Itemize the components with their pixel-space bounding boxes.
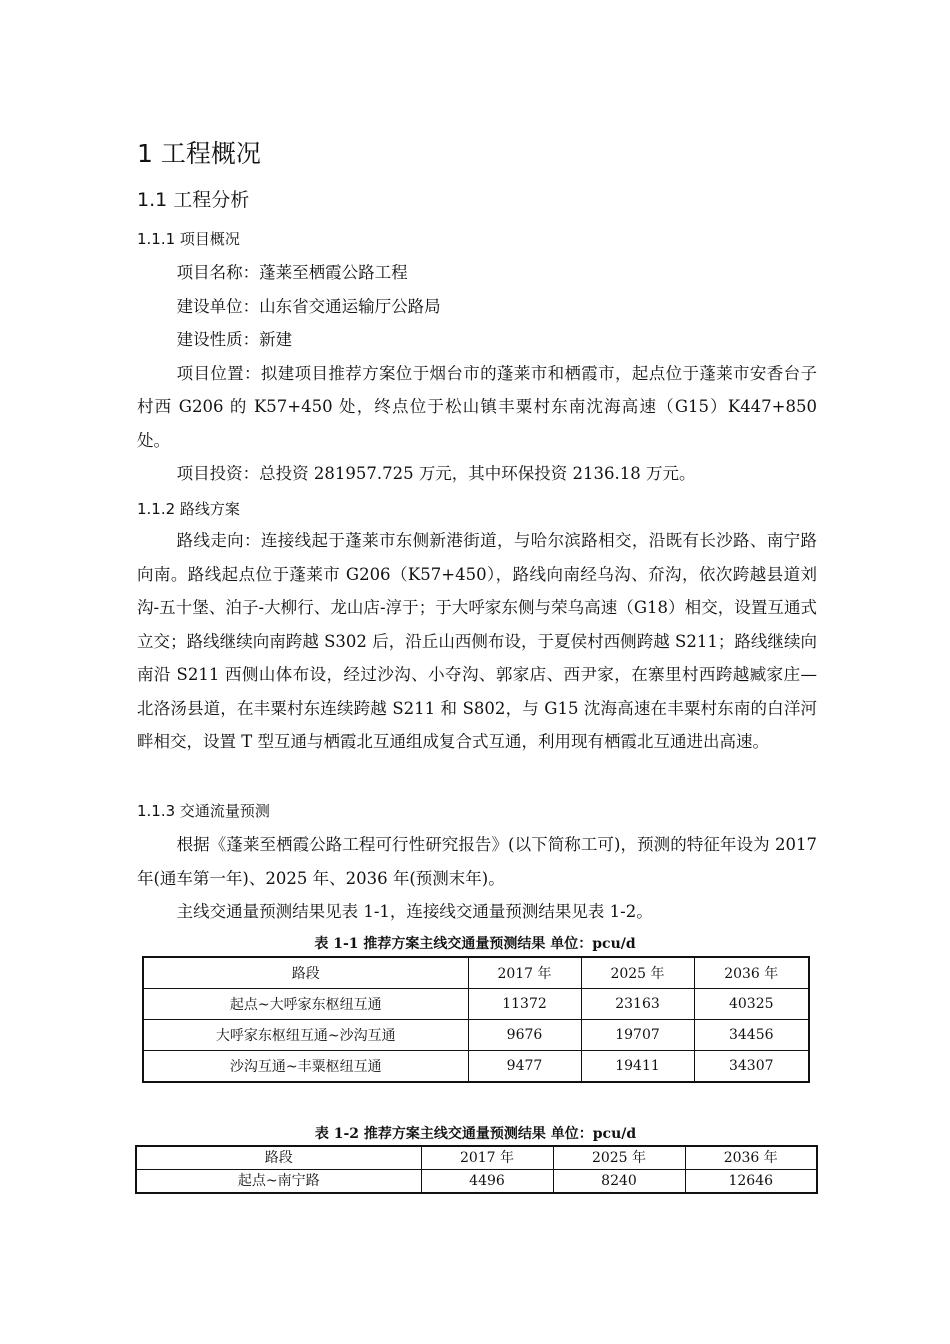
traffic-table-2 [135,1145,818,1194]
table-cell: 34456 [694,1020,809,1051]
table-row [143,1051,809,1083]
table-cell: 19707 [581,1020,694,1051]
table-header-row [136,1146,817,1170]
project-name: 项目名称：蓬莱至栖霞公路工程 [176,263,408,282]
header-cell: 2036 年 [685,1146,817,1170]
header-cell: 2017 年 [468,957,581,989]
traffic-paragraph-1: 根据《蓬莱至栖霞公路工程可行性研究报告》(以下简称工可)，预测的特征年设为 2017 年(通车第一年)、2025 年、2036 年(预测末年)。 [137,835,817,888]
header-cell: 路段 [143,957,468,989]
subsection-heading-overview: 1.1.1 项目概况 [137,230,240,248]
subsection-heading-traffic: 1.1.3 交通流量预测 [137,802,270,820]
subsection-heading-route: 1.1.2 路线方案 [137,500,240,518]
table-cell: 8240 [553,1170,685,1194]
table-cell: 9676 [468,1020,581,1051]
table-cell: 34307 [694,1051,809,1083]
table-cell: 9477 [468,1051,581,1083]
header-cell: 路段 [136,1146,421,1170]
table-1-caption: 表 1-1 推荐方案主线交通量预测结果 单位：pcu/d [314,936,636,952]
construction-nature: 建设性质：新建 [176,330,293,349]
table-cell: 19411 [581,1051,694,1083]
header-cell: 2025 年 [581,957,694,989]
table-cell: 沙沟互通~丰粟枢纽互通 [143,1051,468,1083]
table-cell: 大呼家东枢纽互通~沙沟互通 [143,1020,468,1051]
route-paragraph: 路线走向：连接线起于蓬莱市东侧新港街道，与哈尔滨路相交，沿既有长沙路、南宁路向南。路线起点位于蓬莱市 G206（K57+450），路线向南经乌沟、夼沟，依次跨越县道刘沟-五十堡、泊子-大柳行、龙山店-淳于；于大呼家东侧与荣乌高速（G18）相交，设置互通式立交；路线继续向南跨越 S302 后，沿丘山西侧布设，于夏侯村西侧跨越 S211；路线继续向南沿 S211 西侧山体布设，经过沙沟、小夺沟、郭家店、西尹家，在寨里村西跨越臧家庄—北洛汤县道，在丰粟村东连续跨越 S211 和 S802，与 G15 沈海高速在丰粟村东南的白洋河畔相交，设置 T 型互通与栖霞北互通组成复合式互通，利用现有栖霞北互通进出高速。 [137,531,817,751]
traffic-table-1 [142,956,810,1083]
table-header-row [143,957,809,989]
overview-block [137,256,817,491]
header-cell: 2036 年 [694,957,809,989]
table-row [136,1170,817,1194]
section-heading: 1.1 工程分析 [137,189,250,211]
construction-unit: 建设单位：山东省交通运输厅公路局 [176,296,441,316]
chapter-heading: 1 工程概况 [137,139,261,168]
table-cell: 起点~大呼家东枢纽互通 [143,989,468,1020]
header-cell: 2025 年 [553,1146,685,1170]
table-row [143,989,809,1020]
table-cell: 40325 [694,989,809,1020]
table-row [143,1020,809,1051]
table-2-caption: 表 1-2 推荐方案主线交通量预测结果 单位：pcu/d [314,1126,637,1142]
table-cell: 12646 [685,1170,817,1194]
project-location: 项目位置：拟建项目推荐方案位于烟台市的蓬莱市和栖霞市，起点位于蓬莱市安香台子村西 G206 的 K57+450 处，终点位于松山镇丰粟村东南沈海高速（G15）K447+850 处。 [137,363,817,450]
project-investment: 项目投资：总投资 281957.725 万元，其中环保投资 2136.18 万元。 [176,464,696,483]
table-cell: 4496 [421,1170,553,1194]
route-block [137,524,817,759]
traffic-block [137,828,817,929]
table-cell: 11372 [468,989,581,1020]
table-cell: 起点~南宁路 [136,1170,421,1194]
table-cell: 23163 [581,989,694,1020]
traffic-paragraph-2: 主线交通量预测结果见表 1-1，连接线交通量预测结果见表 1-2。 [176,902,653,921]
header-cell: 2017 年 [421,1146,553,1170]
